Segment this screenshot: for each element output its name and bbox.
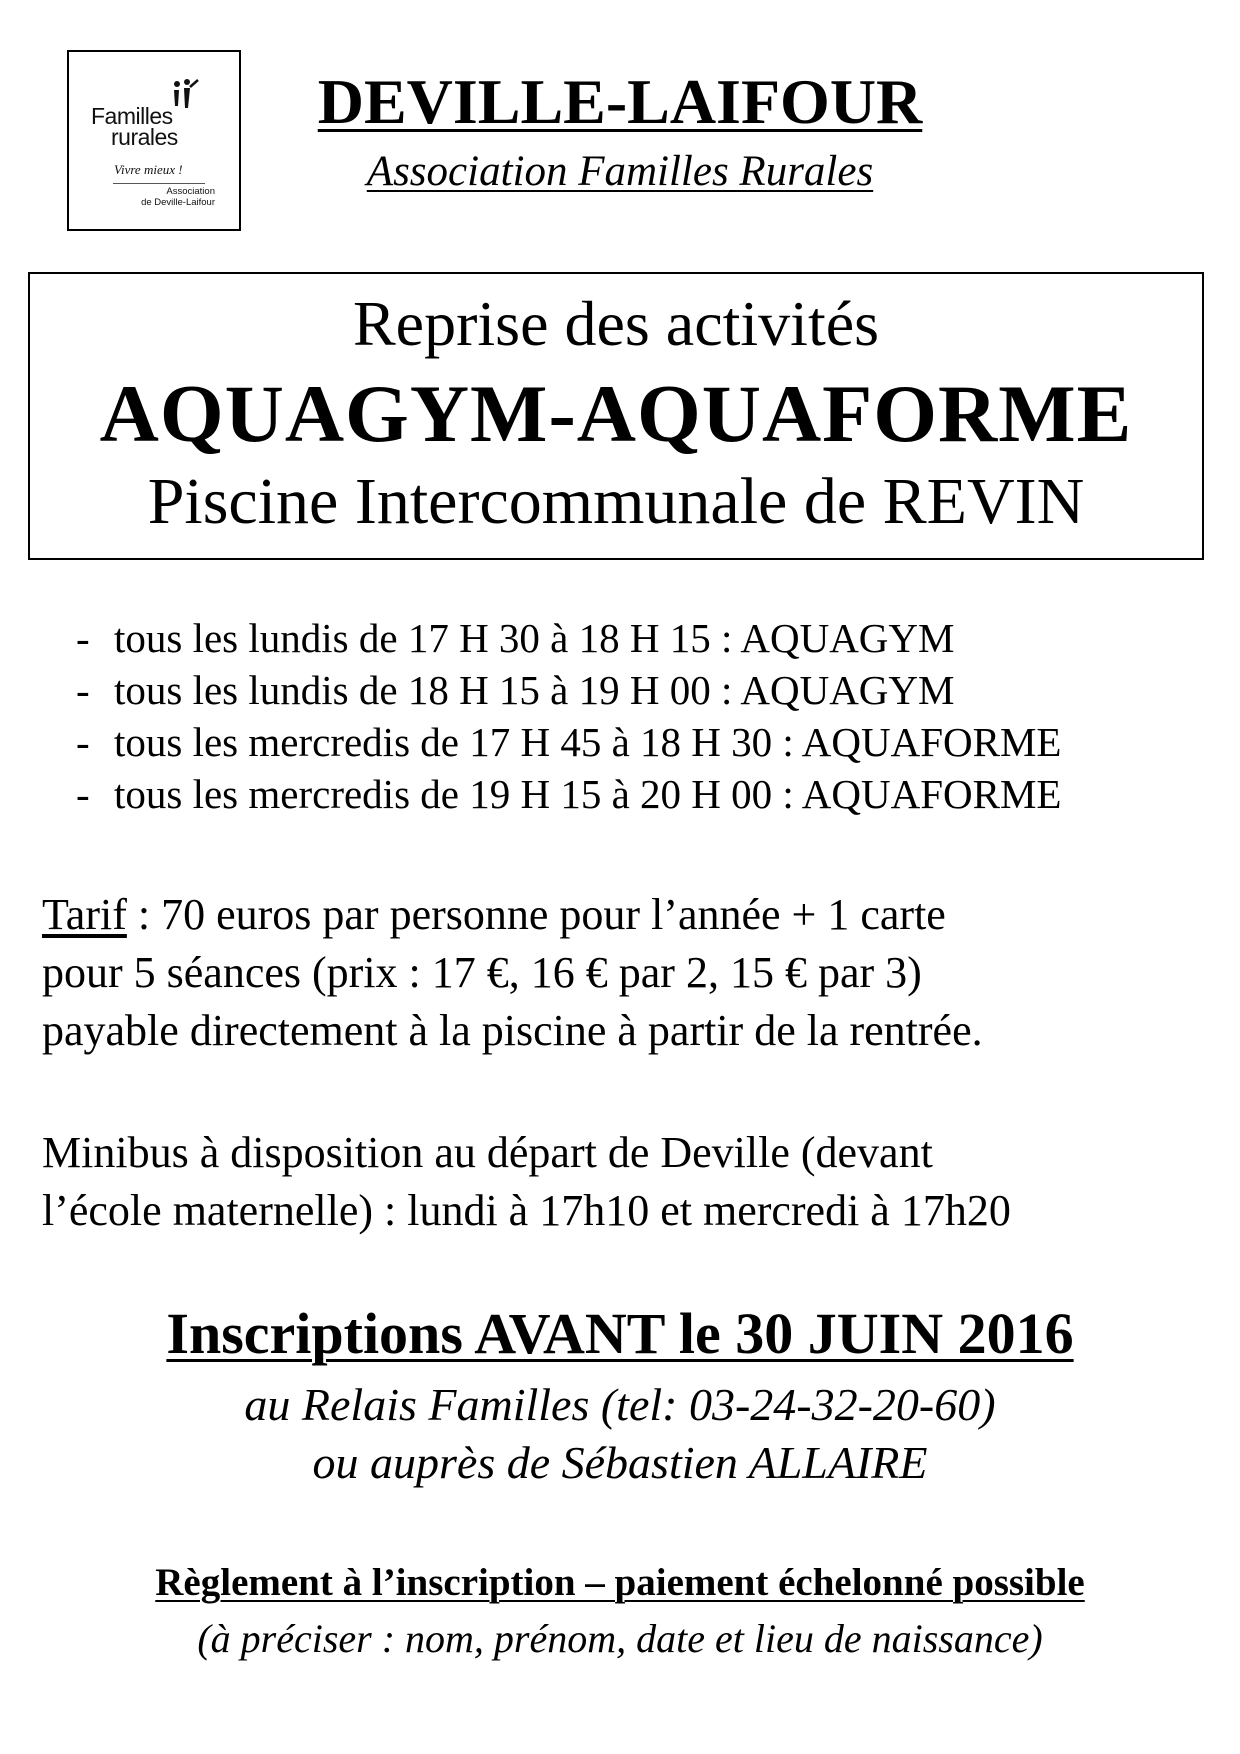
logo-brand-line: Familles [91,103,173,129]
schedule-item-text: tous les lundis de 17 H 30 à 18 H 15 : AQUAGYM [114,615,955,661]
announcement-box [28,272,1204,560]
payment-heading-text: Règlement à l’inscription – paiement échelonné possible [155,1561,1085,1604]
logo-brand-line: rurales [111,124,178,150]
announcement-line-1: Reprise des activités [352,288,880,359]
payment-heading [0,1558,1240,1608]
logo-subtitle [99,186,215,208]
page-title [240,62,1000,142]
page-title-text: DEVILLE-LAIFOUR [317,66,923,137]
association-logo [67,50,241,231]
schedule-item [76,716,1061,768]
page-subtitle-text: Association Familles Rurales [366,148,874,195]
tarif-line-1: : 70 euros par personne pour l’année + 1 carte [126,890,946,939]
logo-sub-line: Association [166,186,215,197]
tarif-label: Tarif [42,890,127,939]
logo-brand [91,103,178,150]
minibus-line-2: l’école maternelle) : lundi à 17h10 et mercredi à 17h20 [42,1186,1011,1235]
tarif-line-3: payable directement à la piscine à partir de la rentrée. [42,1006,983,1055]
minibus-paragraph [42,1124,1011,1240]
minibus-line-1: Minibus à disposition au départ de Deville (devant [42,1128,933,1177]
logo-sub-line: de Deville-Laifour [141,197,215,208]
list-dash: - [76,615,90,661]
inscriptions-contact: au Relais Familles (tel: 03-24-32-20-60) [244,1379,996,1430]
logo-divider [113,183,205,184]
announcement-venue: Piscine Intercommunale de REVIN [147,465,1085,538]
list-dash: - [76,771,90,817]
schedule-item-text: tous les mercredis de 19 H 15 à 20 H 00 : AQUAFORME [114,771,1062,817]
schedule-list [76,612,1061,820]
inscriptions-heading [0,1299,1240,1369]
page-subtitle [240,144,1000,200]
announcement-activity: AQUAGYM-AQUAFORME [99,368,1133,459]
schedule-item [76,664,1061,716]
logo-tagline: Vivre mieux ! [114,162,183,177]
inscriptions-person: ou auprès de Sébastien ALLAIRE [312,1437,928,1488]
tarif-paragraph [42,886,983,1060]
tarif-line [42,886,983,944]
list-dash: - [76,719,90,765]
schedule-item-text: tous les mercredis de 17 H 45 à 18 H 30 : AQUAFORME [114,719,1062,765]
schedule-item [76,768,1061,820]
schedule-item [76,612,1061,664]
inscriptions-heading-text: Inscriptions AVANT le 30 JUIN 2016 [166,1301,1074,1366]
tarif-line-2: pour 5 séances (prix : 17 €, 16 € par 2, 15 € par 3) [42,948,922,997]
list-dash: - [76,667,90,713]
payment-note: (à préciser : nom, prénom, date et lieu de naissance) [197,1616,1043,1661]
schedule-item-text: tous les lundis de 18 H 15 à 19 H 00 : AQUAGYM [114,667,955,713]
